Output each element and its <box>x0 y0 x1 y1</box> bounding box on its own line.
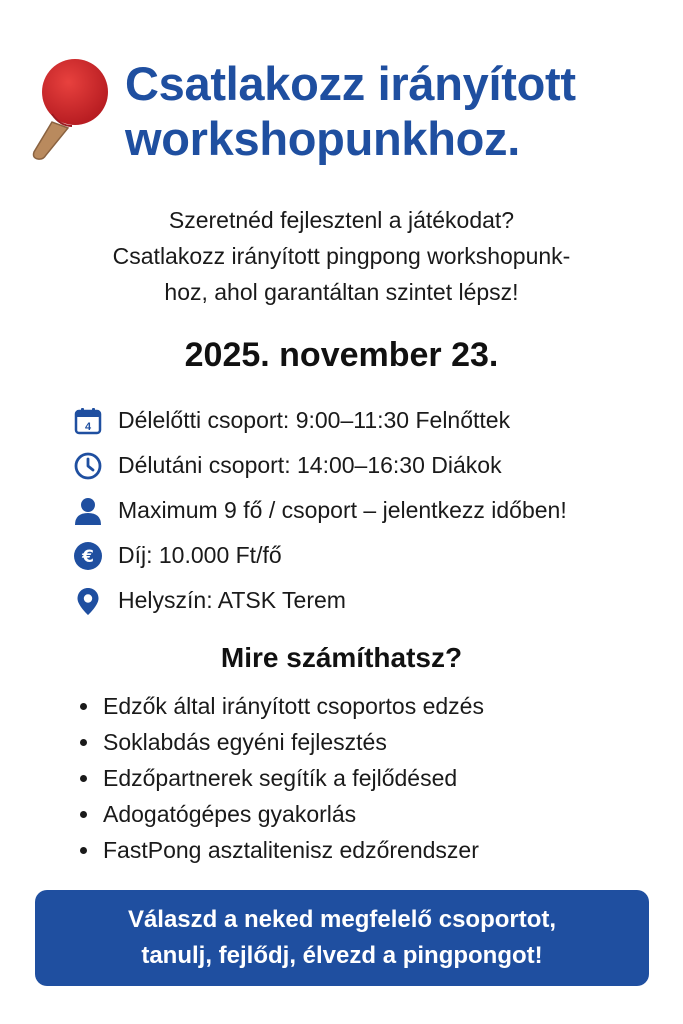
info-item-fee <box>72 533 672 578</box>
feature-text: FastPong asztalitenisz edzőrendszer <box>103 836 479 863</box>
call-to-action-banner <box>35 890 649 986</box>
list-item <box>80 688 660 724</box>
ping-pong-paddle-icon <box>30 56 110 166</box>
list-item <box>80 796 660 832</box>
bullet-icon <box>80 703 87 710</box>
intro-line-2: Csatlakozz irányított pingpong workshopunk- <box>112 243 571 269</box>
info-list <box>72 398 672 623</box>
feature-text: Adogatógépes gyakorlás <box>103 800 357 827</box>
section-heading: Mire számíthatsz? <box>220 642 463 673</box>
event-date: 2025. november 23. <box>184 336 499 374</box>
list-item <box>80 724 660 760</box>
bullet-icon <box>80 775 87 782</box>
header <box>30 56 670 176</box>
intro-text <box>0 202 683 310</box>
bullet-icon <box>80 739 87 746</box>
feature-text: Edzőpartnerek segítík a fejlődésed <box>103 764 458 791</box>
info-item-capacity <box>72 488 672 533</box>
calendar-icon <box>72 405 104 437</box>
info-item-morning <box>72 398 672 443</box>
clock-icon <box>72 450 104 482</box>
info-text-fee: Díj: 10.000 Ft/fő <box>118 542 282 568</box>
info-text-morning: Délelőtti csoport: 9:00–11:30 Felnőttek <box>118 407 511 433</box>
list-item <box>80 760 660 796</box>
intro-line-3: hoz, ahol garantáltan szintet lépsz! <box>164 279 519 305</box>
calendar-day-number: 4 <box>84 420 92 433</box>
page-title <box>125 56 665 166</box>
list-item <box>80 832 660 868</box>
euro-glyph: € <box>82 546 94 567</box>
title-line-1: Csatlakozz irányított <box>125 57 576 110</box>
cta-line-2: tanulj, fejlődj, élvezd a pingpongot! <box>141 942 543 969</box>
euro-icon <box>72 540 104 572</box>
bullet-icon <box>80 847 87 854</box>
info-item-location <box>72 578 672 623</box>
info-text-afternoon: Délutáni csoport: 14:00–16:30 Diákok <box>118 452 502 478</box>
feature-list <box>80 688 660 868</box>
feature-text: Edzők által irányított csoportos edzés <box>103 692 484 719</box>
person-icon <box>72 495 104 527</box>
info-item-afternoon <box>72 443 672 488</box>
bullet-icon <box>80 811 87 818</box>
feature-text: Soklabdás egyéni fejlesztés <box>103 728 387 755</box>
cta-line-1: Válaszd a neked megfelelő csoportot, <box>127 906 557 933</box>
title-line-2: workshopunkhoz. <box>125 112 521 165</box>
location-pin-icon <box>72 585 104 617</box>
info-text-location: Helyszín: ATSK Terem <box>118 587 346 613</box>
info-text-capacity: Maximum 9 fő / csoport – jelentkezz időben! <box>118 497 567 523</box>
intro-line-1: Szeretnéd fejlesztenl a játékodat? <box>168 207 515 233</box>
